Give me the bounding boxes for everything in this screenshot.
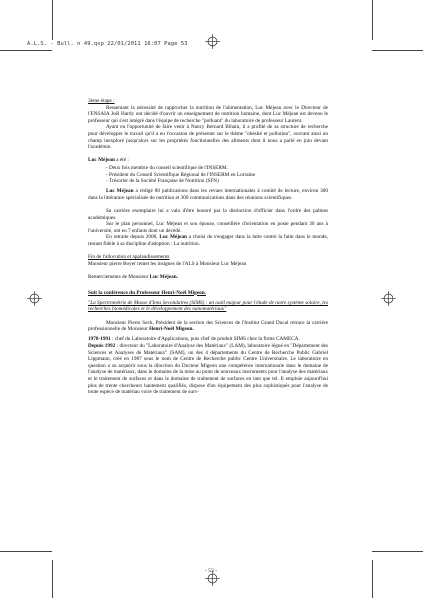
stage3-label: 3ème étape : [88,98,115,104]
crop-mark-bottom-right-h [372,551,423,552]
registration-mark-left-icon [27,291,42,306]
stage3-para-2: Ayant eu l'opportunité de faire venir à Nancy Bernard Bihain, il a profité de sa structure de recherche pour développer le travail qu'il a eu l'occasion de présenter sur le thème "obésité et pollution", ouvrant ainsi un champ inexploré jusqu'alors sur les propriétés fonctionnelles des aliments dont il nous a parlé en juin devant l'académie. [88,124,328,151]
registration-mark-right-icon [381,291,396,306]
conference-heading: Suit la conférence du Professeur Henri-Noël Migeon. [88,289,206,296]
conference-intro: Monsieur Pierre Seck, Président de la section des Sciences de l'Institut Grand Ducal retrace la carrière professionnelle de Monsieur Henri-Noël Migeon. [88,319,328,333]
page-body [88,98,328,396]
role-item: - Trésorier de la Société Française de Nutrition (SFN) [106,178,219,185]
page-number: - 53 - [204,568,218,574]
crop-mark-bottom-left-v [52,560,53,598]
role-item: - Président du Conseil Scientifique Régional de l'INSERM en Lorraine [106,171,255,178]
pubs-name: Luc Méjean [106,188,134,195]
crop-mark-top-left-v [52,0,53,40]
career-1992: Depuis 1992 : directeur du "Laboratoire d'Analyse des Matériaux" (LAM), laboratoire légué en "Département des Sciences et Analyses de Matériaux" (SAM), un des 4 départements du Centre de Recherche Public Gabriel Lippmann, créé en 1987 sous le nom de Centre de Recherche public Centre Universitaire. Le laboratoire en question a su acquérir sous la direction du Docteur Migeon une compétence internationale dans le domaine de l'analyse de matériaux, dans le domaine de la mise au point de nouveaux instruments pour l'analyse des matériaux et le traitement de surfaces et dans le domaine de traitement de surfaces en tant que tel. Il emploie aujourd'hui plus de trente chercheurs hautement qualifiés, dispose d'un équipement des plus sophistiqués pour l'analyse de toute espèce de matériau voire de traitement de surv- [88,342,328,396]
career-para-2: Sur le plan personnel, Luc Méjean et son épouse, conseillère d'orientation en poste pendant 30 ans à l'université, ont eu 7 enfants dont un décédé. [88,221,328,234]
career-name: Luc Méjean [159,234,187,241]
crop-mark-bottom-left-h [0,551,52,552]
conference-title: "La Spectrométrie de Masse d'Ions Secondaires (SIMS) : un outil majeur pour l'étude de notre système solaire, les recherches biomédicales et le développement des nanomatériaux" [88,299,328,313]
allocution-label: Fin de l'allocution et applaudissements [88,254,170,261]
role-list [88,165,328,185]
migeon-name: Henri-Noël Migeon. [149,326,194,333]
crop-mark-top-right-v [372,0,373,40]
career-para-1: Sa carrière exemplaire lui a valu d'être honoré par la distinction d'officier dans l'ordre des palmes académiques. [88,208,328,221]
career-1978: 1978-1991 : chef du Laboratoire d'Applications, puis chef de produit SIMS chez la firme CAMECA. [88,336,300,343]
stage3-para-1: Ressentant la nécessité de rapprocher la nutrition de l'alimentation, Luc Méjean avec le Directeur de l'ENSAIA Joël Hardy ont décidé d'ouvrir un enseignement de nutrition humaine, dont Luc Méjean est devenu le professeur qui s'est intégré dans l'équipe de recherche "polluant" du laboratoire de professeur Laurent. [88,104,328,124]
crop-mark-top-right-h [372,50,423,51]
role-suffix: a été : [114,157,129,164]
pubs-text: a rédigé 80 publications dans les revues internationales à comité de lecture, environ 300 dans la littérature spécialisée de nutrition et 300 communications dans des réunions scientifiques. [88,188,328,201]
registration-mark-top-icon [205,34,220,49]
publications-para [88,188,328,201]
thanks-line: Remerciements de Monsieur Luc Méjean. [88,274,178,281]
allocution-text: Monsieur pierre Boyer remet les insignes de l'ALS à Monsieur Luc Méjean [88,260,247,267]
thanks-name: Luc Méjean. [149,274,178,281]
career-para-3: En retraite depuis 2008, Luc Méjean a choisi de s'engager dans la lutte contre la faim dans le monde, restant fidèle à sa discipline d'adoption : La nutrition. [88,234,328,248]
role-heading [88,157,328,164]
crop-mark-bottom-right-v [372,560,373,598]
role-name: Luc Méjean [88,157,115,164]
printer-slug: A.L.S. - Bull. n 49.qxp 22/01/2011 16:07 Page 53 [27,41,188,47]
role-item: - Deux fois membre du conseil scientifique de l'INSERM. [106,164,228,171]
crop-mark-top-left-h [0,50,52,51]
